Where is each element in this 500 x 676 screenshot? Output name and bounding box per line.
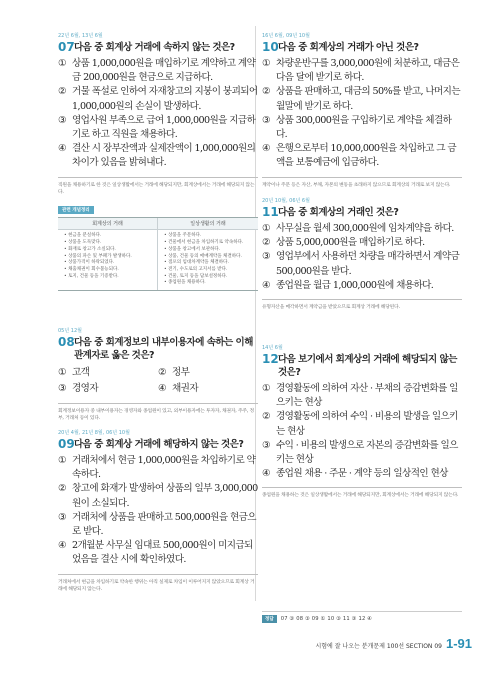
table-item: • 현금을 분실하다. <box>64 233 102 239</box>
question-tag: 16년 6월, 09년 10월 <box>262 33 310 39</box>
option-text: 경영활동에 의하여 수익 · 비용의 발생을 일으키는 현상 <box>276 411 458 437</box>
question-09 <box>58 430 258 593</box>
question-tag: 20년 4월, 21년 8월, 06년 10월 <box>58 430 130 436</box>
option-text: 경영활동에 의하여 자산 · 부채의 증감변화를 일으키는 현상 <box>276 383 458 409</box>
option-3 <box>58 114 258 142</box>
option-text: 거물 폭설로 인하여 자재창고의 지붕이 붕괴되어 1,000,000원의 손실이 발생하다. <box>72 86 258 112</box>
option-text: 경영자 <box>72 383 99 394</box>
question-header <box>262 353 462 379</box>
question-header <box>262 41 462 54</box>
question-11 <box>262 198 462 311</box>
explanation: 종업원을 채용하는 것은 일상생활에서는 거래에 해당되지만, 회계상에서는 거래에 해당되지 않는다. <box>262 487 462 499</box>
question-number: 11 <box>262 205 279 219</box>
option-number: ① <box>58 455 67 466</box>
option-number: ① <box>58 58 67 69</box>
option-number: ④ <box>158 383 167 394</box>
option-number: ③ <box>262 439 271 451</box>
option-text: 영업부에서 사용하던 차량을 매각하면서 계약금 500,000원을 받다. <box>276 251 460 277</box>
option-number: ③ <box>262 251 271 263</box>
explanation: 직원을 채용하기로 한 것은 일상생활에서는 거래에 해당되지만, 회계상에서는 거래에 해당되지 않는다. <box>58 177 258 197</box>
question-title: 다음 중 회계상 거래에 해당하지 않는 것은? <box>74 439 244 450</box>
option-text: 고객 <box>72 367 90 378</box>
table-item: • 전기, 수도로의 고지서를 받다. <box>164 266 228 272</box>
table-cell-left <box>58 230 158 290</box>
option-1 <box>58 365 158 381</box>
question-tag: 05년 12월 <box>58 328 82 334</box>
option-number: ③ <box>58 114 67 126</box>
option-list <box>58 365 258 397</box>
option-number: ② <box>158 367 167 378</box>
table-item: • 상품, 건물 등의 매매계약을 체결하다. <box>164 253 242 259</box>
page-number: 1-91 <box>445 636 472 651</box>
option-text: 수익 · 비용의 발생으로 자본의 증감변화를 일으키는 현상 <box>276 439 458 466</box>
answer-badge: 정답 <box>262 615 277 623</box>
option-3 <box>262 250 462 278</box>
table-item: • 상품을 도둑맞다. <box>64 240 102 246</box>
option-2 <box>58 85 258 113</box>
option-text: 영업사원 부족으로 급여 1,000,000원을 지급하기로 하고 직원을 채용하다. <box>72 114 256 141</box>
option-text: 사무실을 월세 300,000원에 임차계약을 하다. <box>276 223 454 234</box>
option-4 <box>262 279 462 293</box>
question-title: 다음 중 회계상의 거래가 아닌 것은? <box>278 42 419 53</box>
footer-title: 시험에 잘 나오는 분개문제 100선 SECTION 09 <box>315 643 442 650</box>
option-number: ③ <box>262 114 271 126</box>
option-number: ② <box>262 237 271 249</box>
option-3 <box>262 439 462 467</box>
question-12 <box>262 345 462 500</box>
question-07 <box>58 33 258 291</box>
explanation: 거래처에서 현금을 차입하기로 약속한 행위는 아직 실제로 차입이 이루어지지 않았으므로 회계상 거래에 해당되지 않는다. <box>58 574 258 594</box>
table-item: • 토지, 건물 등을 기증받다. <box>64 273 119 279</box>
option-2 <box>158 365 258 381</box>
option-3 <box>58 511 258 539</box>
option-1 <box>262 382 462 410</box>
concept-table <box>58 217 258 291</box>
option-1 <box>262 57 462 85</box>
question-header <box>262 206 462 219</box>
table-cell-right <box>158 230 258 290</box>
table-item: • 상품을 주문하다. <box>164 233 202 239</box>
option-number: ③ <box>58 511 67 523</box>
option-text: 채권자 <box>172 383 199 394</box>
table-item: • 건물에서 현금을 차입하기로 약속하다. <box>164 240 244 246</box>
question-header <box>58 438 258 451</box>
option-number: ④ <box>262 279 271 291</box>
option-2 <box>262 85 462 113</box>
option-number: ④ <box>262 143 271 155</box>
option-list <box>262 222 462 293</box>
table-header-right: 일상생활의 거래 <box>158 218 258 230</box>
option-number: ② <box>262 411 271 423</box>
option-text: 거래처에서 현금 1,000,000원을 차입하기로 약속하다. <box>72 455 256 481</box>
question-title: 다음 중 회계상의 거래인 것은? <box>278 207 399 218</box>
question-title: 다음 중 회계정보의 내부이용자에 속하는 이해관계자로 옳은 것은? <box>74 337 253 361</box>
option-number: ① <box>262 383 271 394</box>
question-10 <box>262 33 462 189</box>
question-header <box>58 41 258 54</box>
option-number: ② <box>58 86 67 98</box>
option-1 <box>58 454 258 482</box>
option-number: ④ <box>58 540 67 552</box>
option-number: ① <box>58 367 67 378</box>
option-list <box>262 382 462 481</box>
table-item: • 점포의 임대차계약을 체결하다. <box>164 260 229 266</box>
table-item: • 건물, 토지 등을 담보설정하다. <box>164 273 228 279</box>
table-item: • 상품의 파손 및 부패가 발생하다. <box>64 253 132 259</box>
option-4 <box>262 142 462 170</box>
option-text: 정부 <box>172 367 190 378</box>
option-text: 상품을 판매하고, 대금의 50%를 받고, 나머지는 월말에 받기로 하다. <box>276 86 461 112</box>
option-3 <box>262 114 462 142</box>
question-number: 10 <box>262 40 279 54</box>
option-number: ① <box>262 223 271 234</box>
option-text: 결산 시 장부잔액과 실제잔액이 1,000,000원의 차이가 있음을 밝혀내다. <box>72 143 256 169</box>
option-list <box>262 57 462 171</box>
question-header <box>58 336 258 362</box>
option-4 <box>58 539 258 567</box>
option-number: ③ <box>58 383 67 394</box>
question-tag: 14년 6월 <box>262 345 283 351</box>
option-number: ② <box>262 86 271 98</box>
option-text: 상품 1,000,000원을 매입하기로 계약하고 계약금 200,000원을 현금으로 지급하다. <box>72 58 256 84</box>
option-4 <box>58 142 258 170</box>
option-4 <box>158 381 258 397</box>
option-list <box>58 57 258 171</box>
option-number: ④ <box>58 143 67 155</box>
option-number: ① <box>262 58 271 69</box>
question-tag: 22년 6월, 13년 6월 <box>58 33 103 39</box>
option-text: 종업원을 월급 1,000,000원에 채용하다. <box>276 279 434 291</box>
option-text: 상품 5,000,000원을 매입하기로 하다. <box>276 237 425 249</box>
answer-key <box>262 611 462 623</box>
option-text: 창고에 화재가 발생하여 상품의 일부 3,000,000원이 소실되다. <box>72 483 258 509</box>
table-item: • 상품가격이 하락되었다. <box>64 260 115 266</box>
concept-badge: 관련 개념정리 <box>58 206 94 214</box>
answer-text: 07 ③ 08 ③ 09 ① 10 ③ 11 ③ 12 ④ <box>280 616 373 622</box>
option-number: ④ <box>262 468 271 480</box>
question-number: 09 <box>58 437 75 451</box>
option-text: 2개월분 사무실 임대료 500,000원이 미지급되었음을 결산 시에 확인하였다. <box>72 540 253 566</box>
question-title: 다음 보기에서 회계상의 거래에 해당되지 않는 것은? <box>278 354 457 378</box>
option-4 <box>262 467 462 481</box>
question-number: 12 <box>262 352 279 366</box>
option-text: 종업원 채용 · 주문 · 계약 등의 일상적인 현상 <box>276 468 448 480</box>
table-header-left: 회계상의 거래 <box>58 218 158 230</box>
option-text: 은행으로부터 10,000,000원을 차입하고 그 금액을 보통예금에 입금하다. <box>276 143 457 169</box>
option-2 <box>262 410 462 438</box>
table-item: • 화재로 창고가 소실되다. <box>64 246 116 252</box>
table-item: • 상품을 창고에서 보관하다. <box>164 246 221 252</box>
question-number: 07 <box>58 40 75 54</box>
table-item: • 채출채권이 회수불능되다. <box>64 266 119 272</box>
page-footer <box>262 636 472 651</box>
option-list <box>58 454 258 568</box>
option-1 <box>58 57 258 85</box>
option-2 <box>262 236 462 250</box>
option-2 <box>58 482 258 510</box>
explanation: 유형자산을 매각하면서 계약금을 받았으므로 회계상 거래에 해당된다. <box>262 299 462 311</box>
option-3 <box>58 381 158 397</box>
option-text: 상품 300,000원을 구입하기로 계약을 체결하다. <box>276 114 452 141</box>
option-1 <box>262 222 462 236</box>
option-number: ② <box>58 483 67 495</box>
question-08 <box>58 328 258 423</box>
explanation: 회계정보이용자 중 내부이용자는 경영자와 종업원이 있고, 외부이용자에는 투자자, 채권자, 주주, 정부, 거래처 등이 있다. <box>58 403 258 423</box>
question-number: 08 <box>58 335 75 349</box>
question-title: 다음 중 회계상 거래에 속하지 않는 것은? <box>74 42 235 53</box>
question-tag: 20년 10월, 06년 6월 <box>262 198 310 204</box>
option-text: 차량운반구를 3,000,000원에 처분하고, 대금은 다음 달에 받기로 하다. <box>276 58 460 84</box>
option-text: 거래처에 상품을 판매하고 500,000원을 현금으로 받다. <box>72 511 256 538</box>
explanation: 계약이나 주문 등은 자산, 부채, 자본의 변동을 초래하지 않으므로 회계상의 거래로 보지 않는다. <box>262 177 462 189</box>
table-item: • 종업원을 채용하다. <box>164 280 206 286</box>
